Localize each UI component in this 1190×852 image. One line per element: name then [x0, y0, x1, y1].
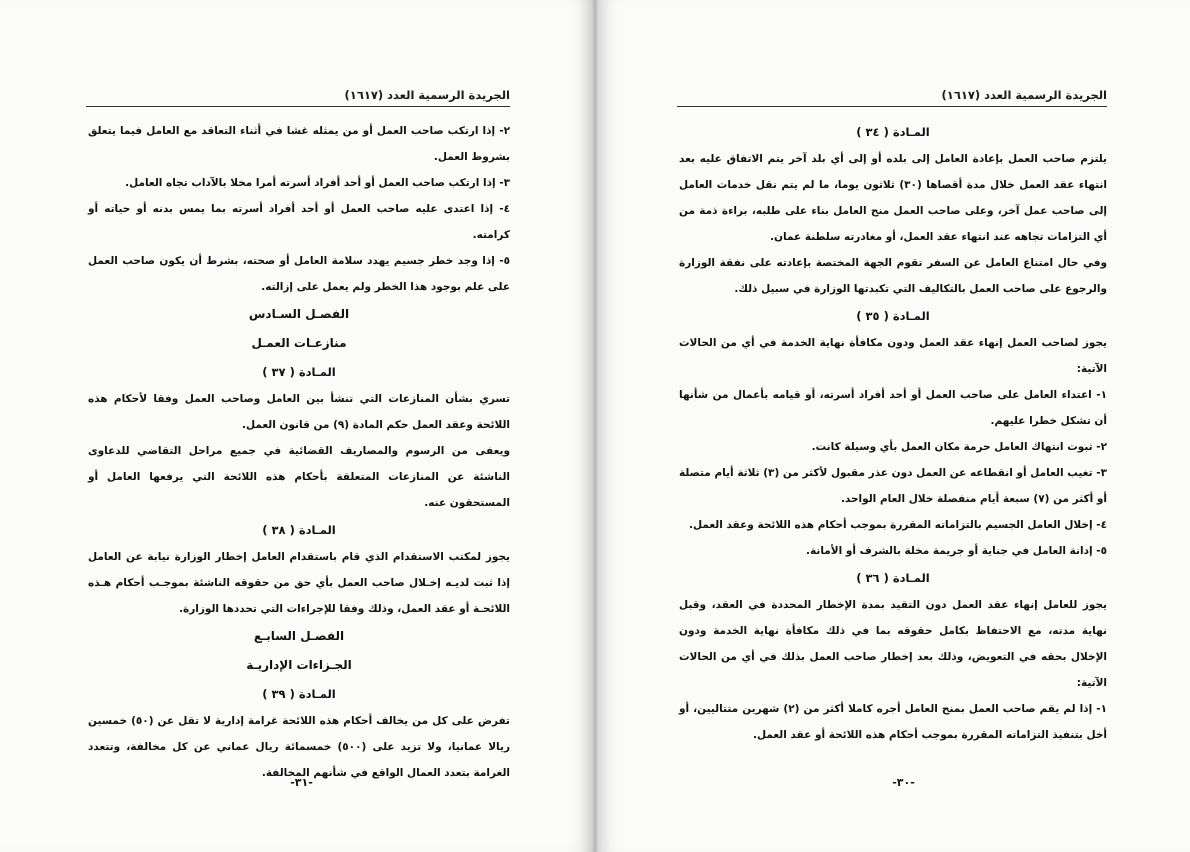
article-heading: المـادة ( ٣٤ )	[856, 125, 930, 139]
right-page	[597, 0, 1190, 852]
chapter-title: الجـزاءات الإداريـة	[246, 658, 352, 672]
list-item: ٤- إذا اعتدى عليه صاحب العمل أو أحد أفراد أسرته بما يمس بدنه أو حياته أو كرامته.	[88, 203, 510, 241]
list-item: ٢- إذا ارتكب صاحب العمل أو من يمثله غشا في أثناء التعاقد مع العامل فيما يتعلق بشروط العمل.	[88, 125, 510, 163]
paragraph: يجوز للعامل إنهاء عقد العمل دون التقيد بمدة الإخطار المحددة في العقد، وقبل نهاية مدته، مع الاحتفاظ بكامل حقوقه بما في ذلك مكافأة نهاية الخدمة ودون الإخلال بحقه في التعويض، وذلك بعد إخطار صاحب العمل بذلك في أي من الحالات الآتية:	[679, 599, 1107, 689]
article-heading: المـادة ( ٣٥ )	[856, 309, 930, 323]
page-number: -٣٠-	[892, 776, 915, 789]
page-body	[679, 118, 1107, 748]
paragraph: يلتزم صاحب العمل بإعادة العامل إلى بلده أو إلى أي بلد آخر يتم الاتفاق عليه بعد انتهاء عقد العمل خلال مدة أقصاها (٣٠) ثلاثون يوما، ما لم يتم نقل خدمات العامل إلى صاحب عمل آخر، وعلى صاحب العمل منح العامل بناء على طلبه، براءة ذمة من أي التزامات تجاهه عند انتهاء عقد العمل، أو مغادرته سلطنة عمان.	[679, 153, 1107, 243]
chapter-heading: الفصـل السـادس	[248, 307, 350, 321]
list-item: ٣- إذا ارتكب صاحب العمل أو أحد أفراد أسرته أمرا مخلا بالآداب تجاه العامل.	[125, 177, 510, 189]
paragraph: ويعفى من الرسوم والمصاريف القضائية في جميع مراحل التقاضي للدعاوى الناشئة عن المنازعات المتعلقة بأحكام هذه اللائحة التي يرفعها العامل أو المستحقون عنه.	[88, 445, 510, 509]
paragraph: يجوز لصاحب العمل إنهاء عقد العمل ودون مكافأة نهاية الخدمة في أي من الحالات الآتية:	[679, 337, 1107, 375]
article-heading: المـادة ( ٣٦ )	[856, 571, 930, 585]
list-item: ٥- إذا وجد خطر جسيم يهدد سلامة العامل أو صحته، بشرط أن يكون صاحب العمل على علم بوجود هذا الخطر ولم يعمل على إزالته.	[88, 255, 510, 293]
left-page	[0, 0, 593, 852]
chapter-title: منازعـات العمـل	[251, 336, 347, 350]
list-item: ١- اعتداء العامل على صاحب العمل أو أحد أفراد أسرته، أو قيامه بأعمال من شأنها أن تشكل خطرا عليهم.	[679, 389, 1107, 427]
paragraph: تسري بشأن المنازعات التي تنشأ بين العامل وصاحب العمل وفقا لأحكام هذه اللائحة وعقد العمل حكم المادة (٩) من قانون العمل.	[88, 393, 510, 431]
page-number: -٣١-	[290, 776, 313, 789]
article-heading: المـادة ( ٣٧ )	[262, 365, 336, 379]
page-header: الجريدة الرسمية العدد (١٦١٧)	[677, 88, 1107, 107]
list-item: ٥- إدانة العامل في جناية أو جريمة مخلة بالشرف أو الأمانة.	[806, 545, 1107, 557]
list-item: ٣- تغيب العامل أو انقطاعه عن العمل دون عذر مقبول لأكثر من (٣) ثلاثة أيام متصلة أو أكثر من (٧) سبعة أيام منفصلة خلال العام الواحد.	[679, 467, 1107, 505]
list-item: ٤- إخلال العامل الجسيم بالتزاماته المقررة بموجب أحكام هذه اللائحة وعقد العمل.	[688, 519, 1107, 531]
list-item: ١- إذا لم يقم صاحب العمل بمنح العامل أجره كاملا أكثر من (٢) شهرين متتاليين، أو أخل بتنفيذ التزاماته المقررة بموجب أحكام هذه اللائحة أو عقد العمل.	[679, 703, 1107, 741]
paragraph: تفرض على كل من يخالف أحكام هذه اللائحة غرامة إدارية لا تقل عن (٥٠) خمسين ريالا عمانيا، ولا تزيد على (٥٠٠) خمسمائة ريال عماني عن كل مخالفة، وتتعدد الغرامة بتعدد العمال الواقع في شأنهم المخالفة.	[88, 715, 510, 779]
page-header: الجريدة الرسمية العدد (١٦١٧)	[86, 88, 510, 107]
list-item: ٢- ثبوت انتهاك العامل حرمة مكان العمل بأي وسيلة كانت.	[811, 441, 1107, 453]
article-heading: المـادة ( ٣٩ )	[262, 687, 336, 701]
article-heading: المـادة ( ٣٨ )	[262, 523, 336, 537]
chapter-heading: الفصـل السابـع	[253, 629, 345, 643]
paragraph: يجوز لمكتب الاستقدام الذي قام باستقدام العامل إخطار الوزارة نيابة عن العامل إذا ثبت لديـه إخـلال صاحب العمل بأي حق من حقوقه الناشئة بموجـب أحكام هـذه اللائحـة أو عقد العمل، وذلك وفقا للإجراءات التي تحددها الوزارة.	[88, 551, 510, 615]
page-body	[88, 118, 510, 786]
paragraph: وفي حال امتناع العامل عن السفر تقوم الجهة المختصة بإعادته على نفقة الوزارة والرجوع على صاحب العمل بالتكاليف التي تكبدتها الوزارة في سبيل ذلك.	[679, 257, 1107, 295]
